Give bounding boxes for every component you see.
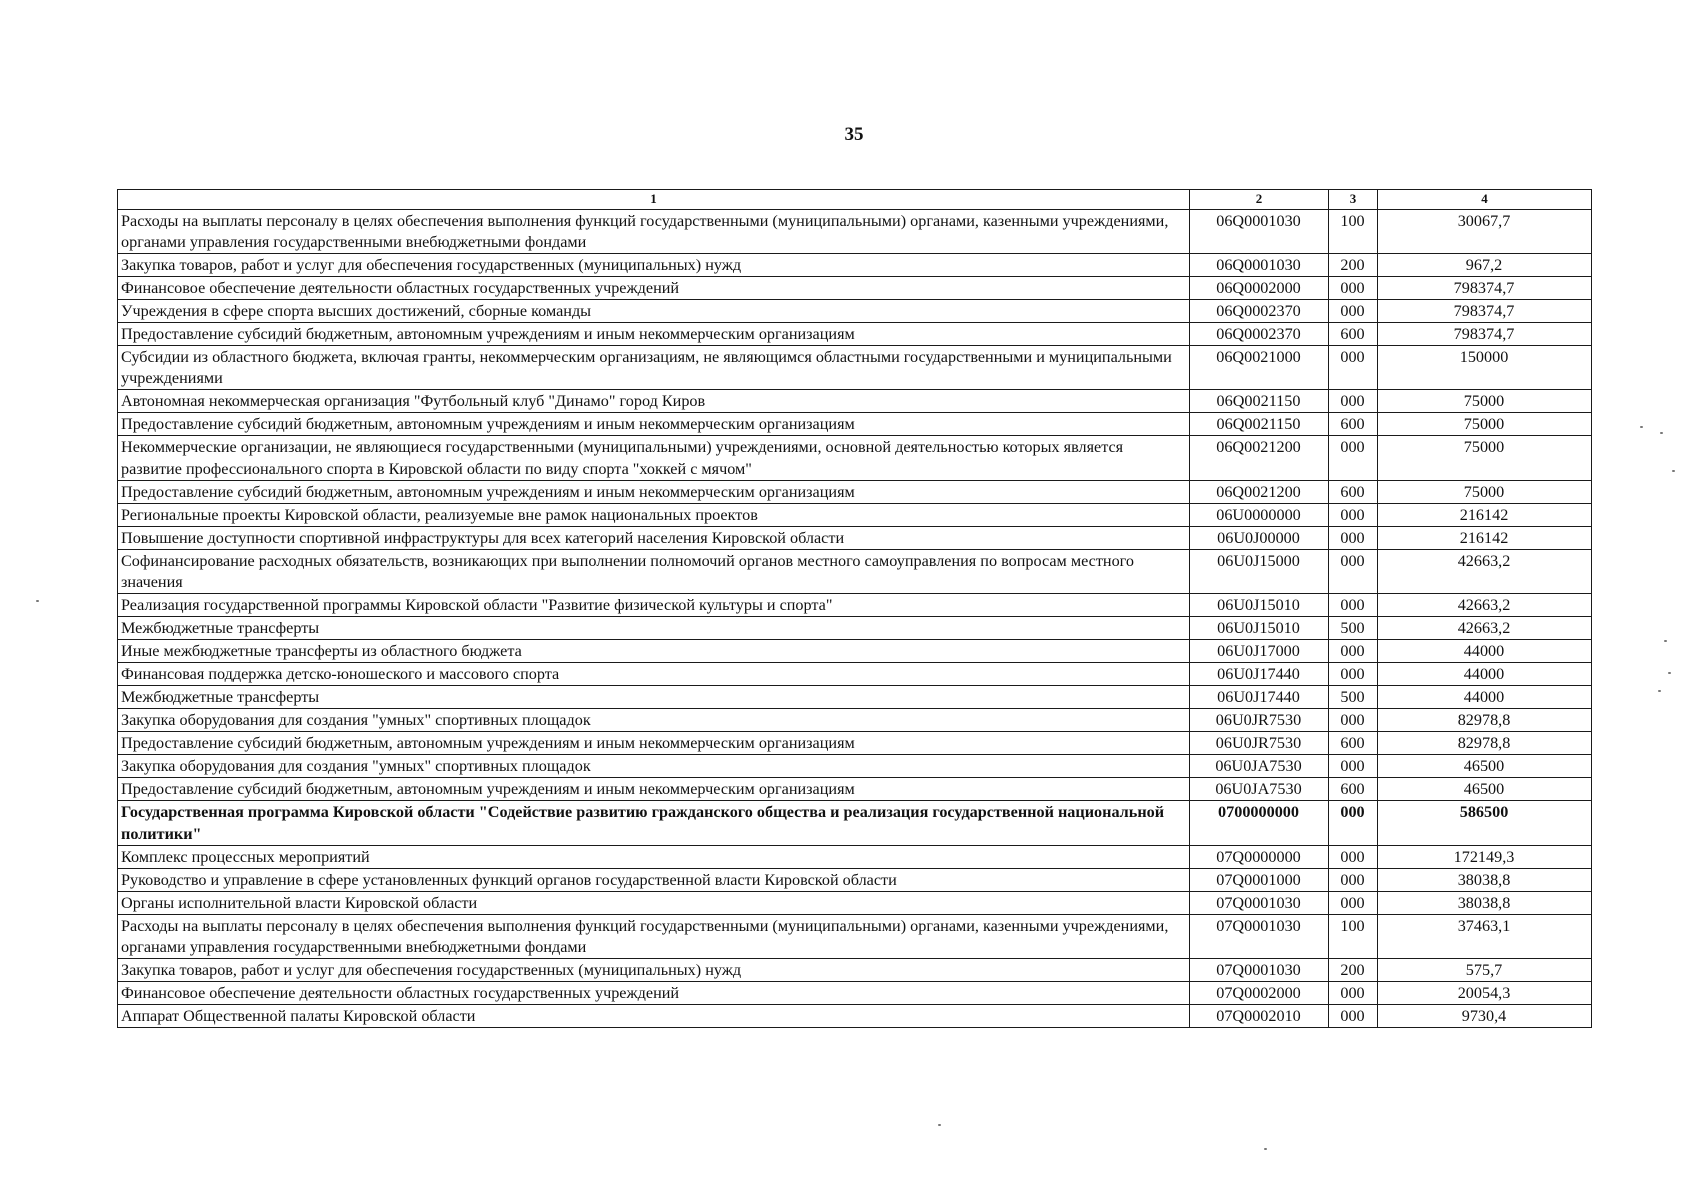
header-cell-4: 4 — [1378, 190, 1592, 210]
row-sum-cell: 46500 — [1378, 778, 1592, 801]
row-type-cell: 000 — [1329, 709, 1378, 732]
row-type-cell: 000 — [1329, 1005, 1378, 1028]
row-name-cell: Финансовая поддержка детско-юношеского и массового спорта — [118, 663, 1190, 686]
row-type-cell: 000 — [1329, 801, 1378, 845]
row-sum-cell: 38038,8 — [1378, 891, 1592, 914]
row-code-cell: 06Q0002370 — [1190, 323, 1329, 346]
table-row — [118, 549, 1592, 593]
row-name-cell: Автономная некоммерческая организация "Футбольный клуб "Динамо" город Киров — [118, 390, 1190, 413]
row-sum-cell: 75000 — [1378, 413, 1592, 436]
row-code-cell: 06Q0021150 — [1190, 390, 1329, 413]
table-row — [118, 277, 1592, 300]
row-code-cell: 06Q0021000 — [1190, 346, 1329, 390]
row-type-cell: 200 — [1329, 253, 1378, 276]
row-code-cell: 06U0J15010 — [1190, 616, 1329, 639]
row-code-cell: 06Q0021200 — [1190, 436, 1329, 480]
row-sum-cell: 42663,2 — [1378, 549, 1592, 593]
table-row — [118, 390, 1592, 413]
row-name-cell: Учреждения в сфере спорта высших достижений, сборные команды — [118, 300, 1190, 323]
row-code-cell: 06U0J15010 — [1190, 593, 1329, 616]
row-type-cell: 100 — [1329, 914, 1378, 958]
row-sum-cell: 9730,4 — [1378, 1005, 1592, 1028]
row-name-cell: Государственная программа Кировской области "Содействие развитию гражданского общества и реализация государственной национальной политики" — [118, 801, 1190, 845]
row-type-cell: 000 — [1329, 436, 1378, 480]
row-type-cell: 200 — [1329, 958, 1378, 981]
row-name-cell: Закупка оборудования для создания "умных" спортивных площадок — [118, 755, 1190, 778]
table-row — [118, 801, 1592, 845]
row-code-cell: 06Q0001030 — [1190, 253, 1329, 276]
row-code-cell: 0700000000 — [1190, 801, 1329, 845]
table-row — [118, 663, 1592, 686]
row-name-cell: Закупка товаров, работ и услуг для обеспечения государственных (муниципальных) нужд — [118, 253, 1190, 276]
row-sum-cell: 75000 — [1378, 480, 1592, 503]
row-sum-cell: 798374,7 — [1378, 323, 1592, 346]
row-code-cell: 06U0J17000 — [1190, 640, 1329, 663]
row-name-cell: Органы исполнительной власти Кировской области — [118, 891, 1190, 914]
row-name-cell: Некоммерческие организации, не являющиеся государственными (муниципальными) учреждениями, основной деятельностью которых является развитие профессионального спорта в Кировской области по виду спорта "хоккей с мячом" — [118, 436, 1190, 480]
row-type-cell: 000 — [1329, 549, 1378, 593]
row-sum-cell: 44000 — [1378, 640, 1592, 663]
row-code-cell: 06Q0002370 — [1190, 300, 1329, 323]
row-name-cell: Закупка оборудования для создания "умных" спортивных площадок — [118, 709, 1190, 732]
row-name-cell: Региональные проекты Кировской области, реализуемые вне рамок национальных проектов — [118, 503, 1190, 526]
row-code-cell: 06Q0002000 — [1190, 277, 1329, 300]
row-sum-cell: 586500 — [1378, 801, 1592, 845]
row-code-cell: 07Q0001030 — [1190, 958, 1329, 981]
row-type-cell: 100 — [1329, 209, 1378, 253]
row-sum-cell: 967,2 — [1378, 253, 1592, 276]
row-sum-cell: 44000 — [1378, 663, 1592, 686]
row-code-cell: 06U0000000 — [1190, 503, 1329, 526]
row-type-cell: 600 — [1329, 413, 1378, 436]
row-name-cell: Иные межбюджетные трансферты из областного бюджета — [118, 640, 1190, 663]
row-name-cell: Предоставление субсидий бюджетным, автономным учреждениям и иным некоммерческим организациям — [118, 778, 1190, 801]
row-type-cell: 000 — [1329, 640, 1378, 663]
row-code-cell: 07Q0001000 — [1190, 868, 1329, 891]
table-row — [118, 914, 1592, 958]
row-sum-cell: 82978,8 — [1378, 732, 1592, 755]
row-sum-cell: 42663,2 — [1378, 593, 1592, 616]
table-row — [118, 480, 1592, 503]
row-code-cell: 06U0JA7530 — [1190, 778, 1329, 801]
table-row — [118, 868, 1592, 891]
row-type-cell: 000 — [1329, 845, 1378, 868]
row-name-cell: Финансовое обеспечение деятельности областных государственных учреждений — [118, 277, 1190, 300]
row-type-cell: 000 — [1329, 300, 1378, 323]
row-type-cell: 000 — [1329, 981, 1378, 1004]
scan-speck — [1668, 672, 1671, 674]
table-row — [118, 1005, 1592, 1028]
scan-speck — [1264, 1148, 1267, 1150]
table-body — [118, 190, 1592, 1028]
budget-table — [117, 189, 1592, 1028]
row-name-cell: Предоставление субсидий бюджетным, автономным учреждениям и иным некоммерческим организациям — [118, 323, 1190, 346]
row-code-cell: 06Q0001030 — [1190, 209, 1329, 253]
row-name-cell: Предоставление субсидий бюджетным, автономным учреждениям и иным некоммерческим организациям — [118, 480, 1190, 503]
page-number: 35 — [844, 124, 864, 145]
row-type-cell: 000 — [1329, 277, 1378, 300]
row-sum-cell: 216142 — [1378, 526, 1592, 549]
row-code-cell: 06U0JR7530 — [1190, 709, 1329, 732]
scan-speck — [1658, 690, 1661, 692]
row-sum-cell: 30067,7 — [1378, 209, 1592, 253]
table-row — [118, 616, 1592, 639]
table-row — [118, 436, 1592, 480]
table-row — [118, 346, 1592, 390]
row-type-cell: 000 — [1329, 526, 1378, 549]
scan-speck — [1672, 470, 1675, 472]
table-row — [118, 981, 1592, 1004]
row-code-cell: 06U0J17440 — [1190, 686, 1329, 709]
row-code-cell: 07Q0002010 — [1190, 1005, 1329, 1028]
row-code-cell: 06U0J15000 — [1190, 549, 1329, 593]
row-sum-cell: 798374,7 — [1378, 300, 1592, 323]
row-code-cell: 07Q0000000 — [1190, 845, 1329, 868]
row-name-cell: Межбюджетные трансферты — [118, 616, 1190, 639]
table-row — [118, 845, 1592, 868]
scan-speck — [1640, 426, 1643, 428]
row-type-cell: 000 — [1329, 663, 1378, 686]
scan-speck — [36, 600, 39, 602]
table-row — [118, 640, 1592, 663]
table-row — [118, 709, 1592, 732]
row-name-cell: Расходы на выплаты персоналу в целях обеспечения выполнения функций государственными (муниципальными) органами, казенными учреждениями, органами управления государственными внебюджетными фондами — [118, 914, 1190, 958]
row-type-cell: 000 — [1329, 593, 1378, 616]
row-name-cell: Руководство и управление в сфере установленных функций органов государственной власти Кировской области — [118, 868, 1190, 891]
header-cell-3: 3 — [1329, 190, 1378, 210]
row-name-cell: Расходы на выплаты персоналу в целях обеспечения выполнения функций государственными (муниципальными) органами, казенными учреждениями, органами управления государственными внебюджетными фондами — [118, 209, 1190, 253]
row-code-cell: 06Q0021200 — [1190, 480, 1329, 503]
scan-speck — [1660, 432, 1663, 434]
row-name-cell: Софинансирование расходных обязательств, возникающих при выполнении полномочий органов местного самоуправления по вопросам местного значения — [118, 549, 1190, 593]
row-code-cell: 06U0J17440 — [1190, 663, 1329, 686]
row-type-cell: 500 — [1329, 686, 1378, 709]
row-name-cell: Финансовое обеспечение деятельности областных государственных учреждений — [118, 981, 1190, 1004]
row-code-cell: 06U0J00000 — [1190, 526, 1329, 549]
row-sum-cell: 172149,3 — [1378, 845, 1592, 868]
row-type-cell: 600 — [1329, 323, 1378, 346]
row-name-cell: Повышение доступности спортивной инфраструктуры для всех категорий населения Кировской области — [118, 526, 1190, 549]
row-code-cell: 07Q0001030 — [1190, 914, 1329, 958]
row-type-cell: 000 — [1329, 346, 1378, 390]
row-name-cell: Субсидии из областного бюджета, включая гранты, некоммерческим организациям, не являющимся областными государственными и муниципальными учреждениями — [118, 346, 1190, 390]
row-type-cell: 000 — [1329, 868, 1378, 891]
row-type-cell: 600 — [1329, 732, 1378, 755]
row-sum-cell: 216142 — [1378, 503, 1592, 526]
table-row — [118, 755, 1592, 778]
row-sum-cell: 42663,2 — [1378, 616, 1592, 639]
row-sum-cell: 20054,3 — [1378, 981, 1592, 1004]
row-code-cell: 07Q0001030 — [1190, 891, 1329, 914]
table-row — [118, 300, 1592, 323]
table-row — [118, 958, 1592, 981]
row-name-cell: Комплекс процессных мероприятий — [118, 845, 1190, 868]
row-type-cell: 000 — [1329, 891, 1378, 914]
row-name-cell: Аппарат Общественной палаты Кировской области — [118, 1005, 1190, 1028]
row-sum-cell: 150000 — [1378, 346, 1592, 390]
table-row — [118, 778, 1592, 801]
table-row — [118, 686, 1592, 709]
row-name-cell: Предоставление субсидий бюджетным, автономным учреждениям и иным некоммерческим организациям — [118, 413, 1190, 436]
row-type-cell: 500 — [1329, 616, 1378, 639]
row-sum-cell: 75000 — [1378, 390, 1592, 413]
row-sum-cell: 46500 — [1378, 755, 1592, 778]
table-row — [118, 209, 1592, 253]
row-sum-cell: 44000 — [1378, 686, 1592, 709]
table-row — [118, 593, 1592, 616]
row-type-cell: 000 — [1329, 755, 1378, 778]
table-row — [118, 526, 1592, 549]
table-row — [118, 732, 1592, 755]
row-sum-cell: 38038,8 — [1378, 868, 1592, 891]
row-type-cell: 600 — [1329, 778, 1378, 801]
row-sum-cell: 37463,1 — [1378, 914, 1592, 958]
scan-speck — [938, 1124, 941, 1126]
row-type-cell: 600 — [1329, 480, 1378, 503]
table-row — [118, 503, 1592, 526]
row-code-cell: 07Q0002000 — [1190, 981, 1329, 1004]
table-row — [118, 253, 1592, 276]
row-code-cell: 06U0JA7530 — [1190, 755, 1329, 778]
row-type-cell: 000 — [1329, 503, 1378, 526]
header-cell-2: 2 — [1190, 190, 1329, 210]
row-name-cell: Предоставление субсидий бюджетным, автономным учреждениям и иным некоммерческим организациям — [118, 732, 1190, 755]
table-header-row — [118, 190, 1592, 210]
row-code-cell: 06Q0021150 — [1190, 413, 1329, 436]
table-row — [118, 323, 1592, 346]
scan-speck — [1664, 640, 1667, 642]
table-row — [118, 891, 1592, 914]
row-code-cell: 06U0JR7530 — [1190, 732, 1329, 755]
row-name-cell: Закупка товаров, работ и услуг для обеспечения государственных (муниципальных) нужд — [118, 958, 1190, 981]
row-sum-cell: 798374,7 — [1378, 277, 1592, 300]
row-sum-cell: 75000 — [1378, 436, 1592, 480]
row-name-cell: Реализация государственной программы Кировской области "Развитие физической культуры и спорта" — [118, 593, 1190, 616]
header-cell-1: 1 — [118, 190, 1190, 210]
row-name-cell: Межбюджетные трансферты — [118, 686, 1190, 709]
row-sum-cell: 82978,8 — [1378, 709, 1592, 732]
row-type-cell: 000 — [1329, 390, 1378, 413]
table-row — [118, 413, 1592, 436]
row-sum-cell: 575,7 — [1378, 958, 1592, 981]
